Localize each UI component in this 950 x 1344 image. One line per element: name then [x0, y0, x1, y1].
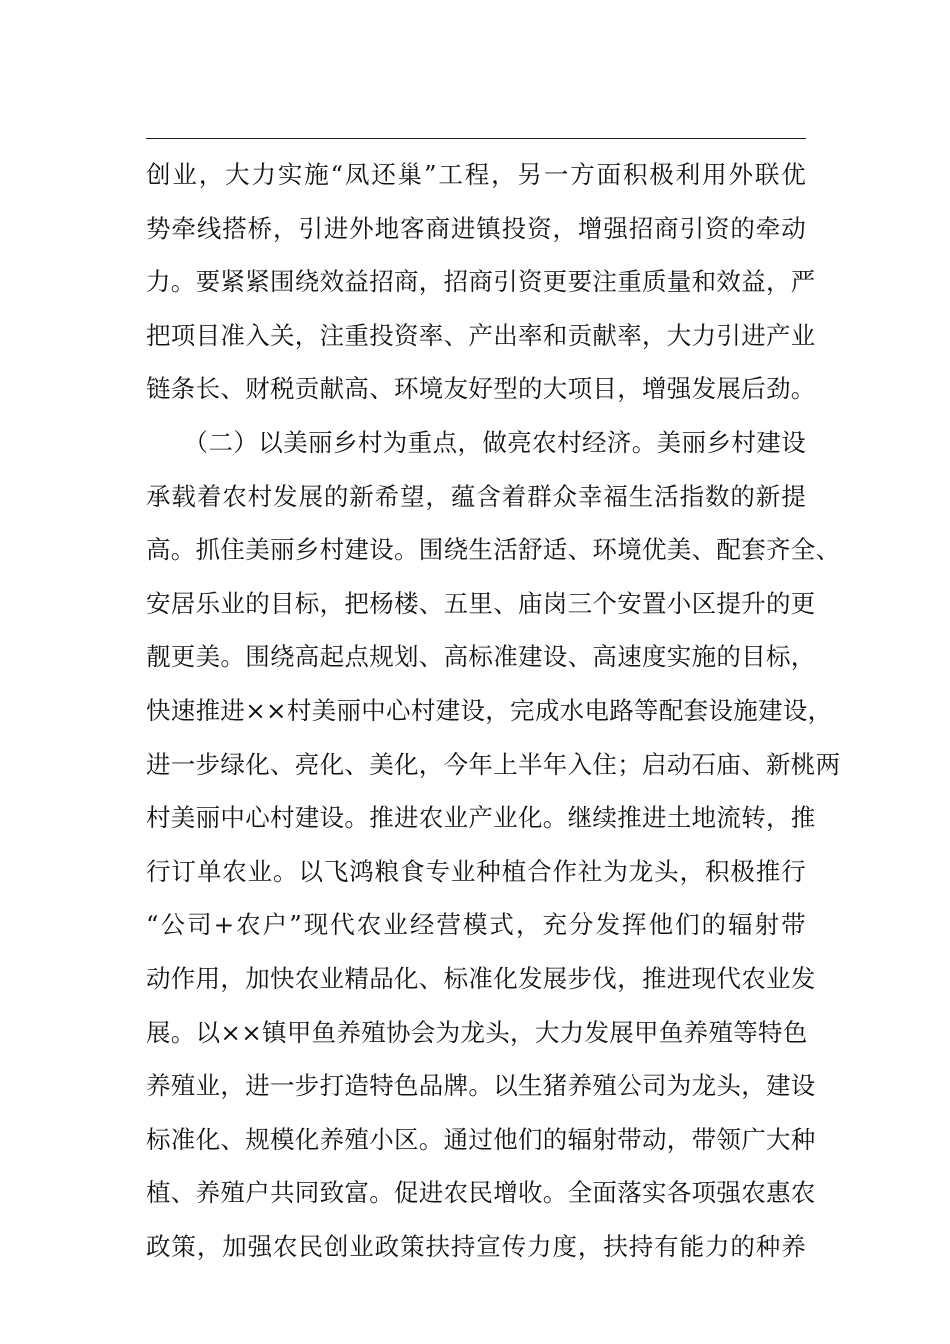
text-line: （二）以美丽乡村为重点，做亮农村经济。美丽乡村建设 [146, 427, 806, 457]
text-line: 动作用，加快农业精品化、标准化发展步伐，推进现代农业发 [146, 963, 816, 993]
text-line: 高。抓住美丽乡村建设。围绕生活舒适、环境优美、配套齐全、 [146, 535, 841, 565]
text-line: 政策，加强农民创业政策扶持宣传力度，扶持有能力的种养 [146, 1231, 806, 1261]
text-line: 安居乐业的目标，把杨楼、五里、庙岗三个安置小区提升的更 [146, 588, 816, 618]
body-text [146, 148, 841, 1273]
text-line: 把项目准入关，注重投资率、产出率和贡献率，大力引进产业 [146, 320, 816, 350]
text-line: 养殖业，进一步打造特色品牌。以生猪养殖公司为龙头，建设 [146, 1071, 816, 1101]
text-line: 链条长、财税贡献高、环境友好型的大项目，增强发展后劲。 [146, 374, 816, 404]
text-line: “公司+农户”现代农业经营模式，充分发挥他们的辐射带 [146, 910, 806, 940]
text-line: 创业，大力实施“凤还巢”工程，另一方面积极利用外联优 [146, 160, 806, 189]
text-line: 快速推进××村美丽中心村建设，完成水电路等配套设施建设， [146, 695, 833, 725]
text-line: 势牵线搭桥，引进外地客商进镇投资，增强招商引资的牵动 [146, 213, 806, 243]
text-line: 承载着农村发展的新希望，蕴含着群众幸福生活指数的新提 [146, 481, 806, 511]
text-line: 村美丽中心村建设。推进农业产业化。继续推进土地流转，推 [146, 803, 816, 833]
text-line: 靓更美。围绕高起点规划、高标准建设、高速度实施的目标， [146, 642, 816, 672]
header-rule [146, 138, 806, 139]
text-line: 行订单农业。以飞鸿粮食专业种植合作社为龙头，积极推行 [146, 856, 806, 886]
text-line: 标准化、规模化养殖小区。通过他们的辐射带动，带领广大种 [146, 1124, 816, 1154]
text-line: 植、养殖户共同致富。促进农民增收。全面落实各项强农惠农 [146, 1178, 816, 1208]
text-line: 展。以××镇甲鱼养殖协会为龙头，大力发展甲鱼养殖等特色 [146, 1017, 808, 1047]
text-line: 力。要紧紧围绕效益招商，招商引资更要注重质量和效益，严 [146, 267, 816, 297]
text-line: 进一步绿化、亮化、美化，今年上半年入住；启动石庙、新桃两 [146, 749, 841, 779]
